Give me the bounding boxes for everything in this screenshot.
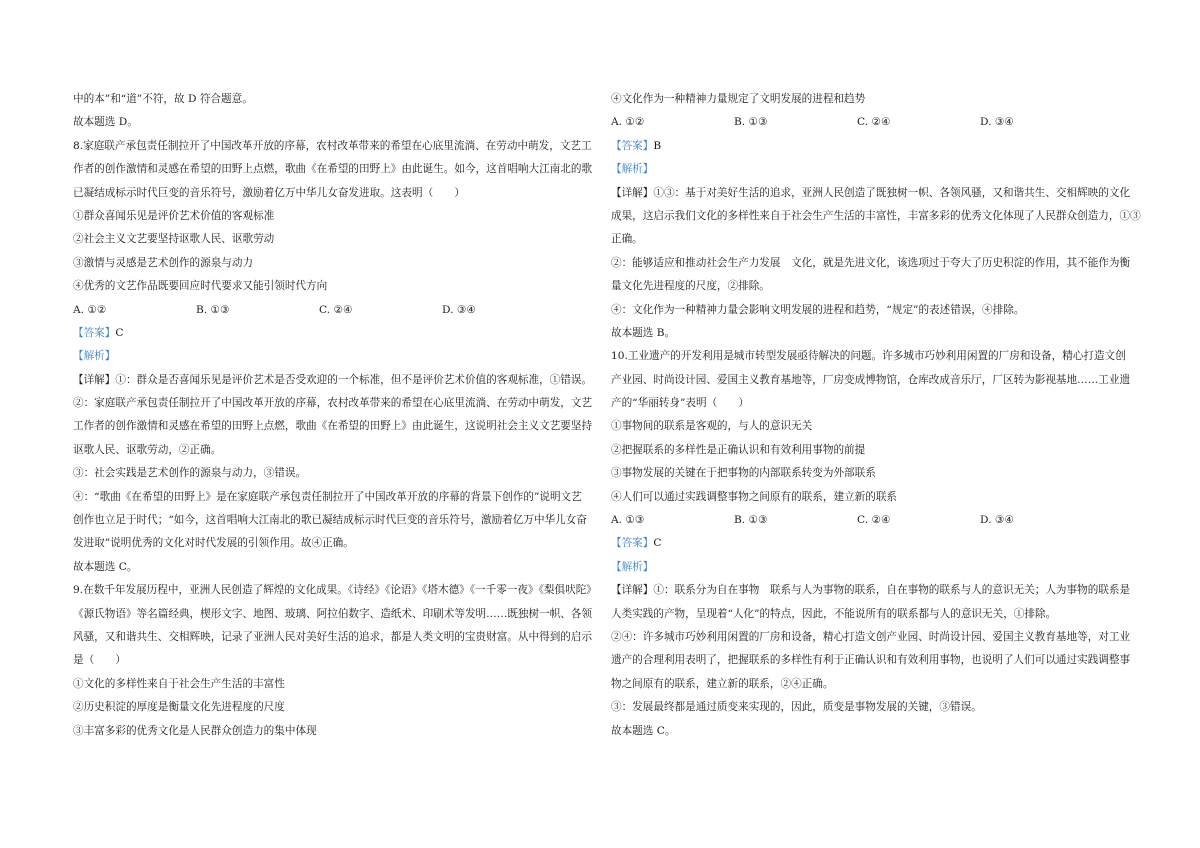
- question-9-stem: 风骚，又和谐共生、交相辉映，记录了亚洲人民对美好生活的追求，都是人类文明的宝贵财富。从中得到的启示: [73, 630, 593, 643]
- detail-line: 工作者的创作激情和灵感在希望的田野上点燃，歌曲《在希望的田野上》由此诞生，这说明社会主义文艺要坚持: [73, 420, 593, 433]
- question-8-item: ③激情与灵感是艺术创作的源泉与动力: [73, 256, 254, 269]
- option-d: D. ③④: [442, 303, 476, 316]
- conclusion-line: 故本题选 C。: [73, 560, 138, 573]
- detail-tag: 【详解】: [611, 186, 654, 199]
- detail-line: 量文化先进程度的尺度，②排除。: [611, 280, 770, 293]
- option-a: A. ①②: [73, 303, 107, 316]
- question-9-stem: 是（ ）: [73, 654, 126, 667]
- detail-text: ①③：基于对美好生活的追求，亚洲人民创造了既独树一帜、各领风骚，又和谐共生、交相辉映的文化: [653, 186, 1131, 199]
- detail-line: ④：文化作为一种精神力量会影响文明发展的进程和趋势，“规定”的表述错误，④排除。: [611, 303, 1025, 316]
- answer-line: [611, 135, 1149, 158]
- conclusion-line: 故本题选 B。: [611, 326, 676, 339]
- detail-tag: 【详解】: [611, 584, 654, 597]
- option-c: C. ②④: [319, 303, 353, 316]
- question-10-stem: 10.工业遗产的开发利用是城市转型发展亟待解决的问题。许多城市巧妙利用闲置的厂房和设备，精心打造文创: [611, 350, 1126, 363]
- detail-line: 成果，这启示我们文化的多样性来自于社会生产生活的丰富性，丰富多彩的优秀文化体现了人民群众创造力，①③: [611, 209, 1141, 222]
- detail-line: 发进取”说明优秀的文化对时代发展的引领作用。故④正确。: [73, 537, 354, 550]
- option-b: B. ①③: [196, 303, 230, 316]
- analysis-tag: 【解析】: [73, 350, 116, 363]
- option-a: A. ①②: [611, 116, 645, 129]
- detail-line: ③：社会实践是艺术创作的源泉与动力，③错误。: [73, 467, 307, 480]
- detail-line: 正确。: [611, 233, 643, 246]
- conclusion-line: 故本题选 C。: [611, 724, 676, 737]
- question-9-stem: 《源氏物语》等名篇经典，楔形文字、地图、玻璃、阿拉伯数字、造纸术、印刷术等发明……既独树一帜、各领: [73, 607, 593, 620]
- question-9-item: ④文化作为一种精神力量规定了文明发展的进程和趋势: [611, 93, 866, 105]
- option-a: A. ①③: [611, 514, 645, 527]
- text-line: 故本题选 D。: [73, 116, 138, 129]
- answer-tag: 【答案】: [73, 326, 116, 339]
- detail-line: [73, 369, 611, 392]
- option-b: B. ①③: [734, 514, 768, 527]
- detail-line: 创作也立足于时代；“如今，这首唱响大江南北的歌已凝结成标示时代巨变的音乐符号，激励着亿万中华儿女奋: [73, 514, 587, 527]
- question-10-stem: 产业园、时尚设计园、爱国主义教育基地等，厂房变成博物馆，仓库改成音乐厅，厂区转为影视基地……工业遗: [611, 373, 1131, 386]
- question-10-item: ③事物发展的关键在于把事物的内部联系转变为外部联系: [611, 467, 876, 480]
- detail-line: 物之间原有的联系，建立新的联系，②④正确。: [611, 677, 834, 690]
- option-d: D. ③④: [980, 116, 1014, 129]
- question-9-item: ①文化的多样性来自于社会生产生活的丰富性: [73, 677, 285, 690]
- detail-line: ③：发展最终都是通过质变来实现的，因此，质变是事物发展的关键，③错误。: [611, 701, 982, 714]
- question-8-item: ②社会主义文艺要坚持讴歌人民、讴歌劳动: [73, 233, 275, 246]
- option-b: B. ①③: [734, 116, 768, 129]
- right-column: [611, 88, 1149, 743]
- detail-line: [611, 182, 1149, 205]
- question-10-options: [611, 509, 1149, 532]
- answer-tag: 【答案】: [611, 537, 654, 550]
- text-line: 中的本”和“道”不符，故 D 符合题意。: [73, 93, 253, 105]
- detail-line: ④：“歌曲《在希望的田野上》是在家庭联产承包责任制拉开了中国改革开放的序幕的背景下创作的”说明文艺: [73, 490, 582, 503]
- option-c: C. ②④: [857, 514, 891, 527]
- analysis-tag: 【解析】: [611, 163, 654, 176]
- question-10-stem: 产的“华丽转身”表明（ ）: [611, 397, 749, 410]
- detail-line: 人类实践的产物，呈现着“人化”的特点，因此，不能说所有的联系都与人的意识无关，①排除。: [611, 607, 1057, 620]
- question-8-stem: 8.家庭联产承包责任制拉开了中国改革开放的序幕，农村改革带来的希望在心底里流淌、在劳动中萌发，文艺工: [73, 139, 592, 152]
- option-c: C. ②④: [857, 116, 891, 129]
- answer-line: [611, 532, 1149, 555]
- detail-line: ②④：许多城市巧妙利用闲置的厂房和设备，精心打造文创产业园、时尚设计园、爱国主义教育基地等，对工业: [611, 630, 1131, 643]
- question-9-options: [611, 111, 1149, 134]
- question-8-stem: 作者的创作激情和灵感在希望的田野上点燃，歌曲《在希望的田野上》由此诞生。如今，这首唱响大江南北的歌: [73, 163, 593, 176]
- detail-line: 讴歌人民、讴歌劳动，②正确。: [73, 443, 222, 456]
- question-8-options: [73, 299, 611, 322]
- answer-value: C: [115, 326, 124, 339]
- question-8-stem: 已凝结成标示时代巨变的音乐符号，激励着亿万中华儿女奋发进取。这表明（ ）: [73, 186, 465, 199]
- detail-line: [611, 579, 1149, 602]
- question-10-item: ④人们可以通过实践调整事物之间原有的联系，建立新的联系: [611, 490, 898, 503]
- question-8-item: ④优秀的文艺作品既要回应时代要求又能引领时代方向: [73, 280, 328, 293]
- detail-text: ①：联系分为自在事物 联系与人为事物的联系，自在事物的联系与人的意识无关；人为事物的联系是: [653, 584, 1131, 597]
- answer-line: [73, 322, 611, 345]
- left-column: [73, 88, 611, 743]
- answer-value: B: [653, 139, 662, 152]
- question-10-item: ②把握联系的多样性是正确认识和有效利用事物的前提: [611, 443, 866, 456]
- question-10-item: ①事物间的联系是客观的，与人的意识无关: [611, 420, 813, 433]
- detail-line: ②：能够适应和推动社会生产力发展 文化，就是先进文化，该选项过于夸大了历史积淀的作用，其不能作为衡: [611, 256, 1131, 269]
- detail-text: ①：群众是否喜闻乐见是评价艺术是否受欢迎的一个标准，但不是评价艺术价值的客观标准，①错误。: [115, 373, 593, 386]
- detail-line: ②：家庭联产承包责任制拉开了中国改革开放的序幕，农村改革带来的希望在心底里流淌、在劳动中萌发，文艺: [73, 397, 593, 410]
- analysis-tag: 【解析】: [611, 560, 654, 573]
- detail-tag: 【详解】: [73, 373, 116, 386]
- answer-tag: 【答案】: [611, 139, 654, 152]
- answer-value: C: [653, 537, 662, 550]
- option-d: D. ③④: [980, 514, 1014, 527]
- question-9-stem: 9.在数千年发展历程中，亚洲人民创造了辉煌的文化成果。《诗经》《论语》《塔木德》《一千零一夜》《梨俱吠陀》: [73, 584, 597, 597]
- question-9-item: ③丰富多彩的优秀文化是人民群众创造力的集中体现: [73, 724, 317, 737]
- question-9-item: ②历史积淀的厚度是衡量文化先进程度的尺度: [73, 701, 285, 714]
- detail-line: 遗产的合理利用表明了，把握联系的多样性有利于正确认识和有效利用事物，也说明了人们可以通过实践调整事: [611, 654, 1131, 667]
- question-8-item: ①群众喜闻乐见是评价艺术价值的客观标准: [73, 209, 275, 222]
